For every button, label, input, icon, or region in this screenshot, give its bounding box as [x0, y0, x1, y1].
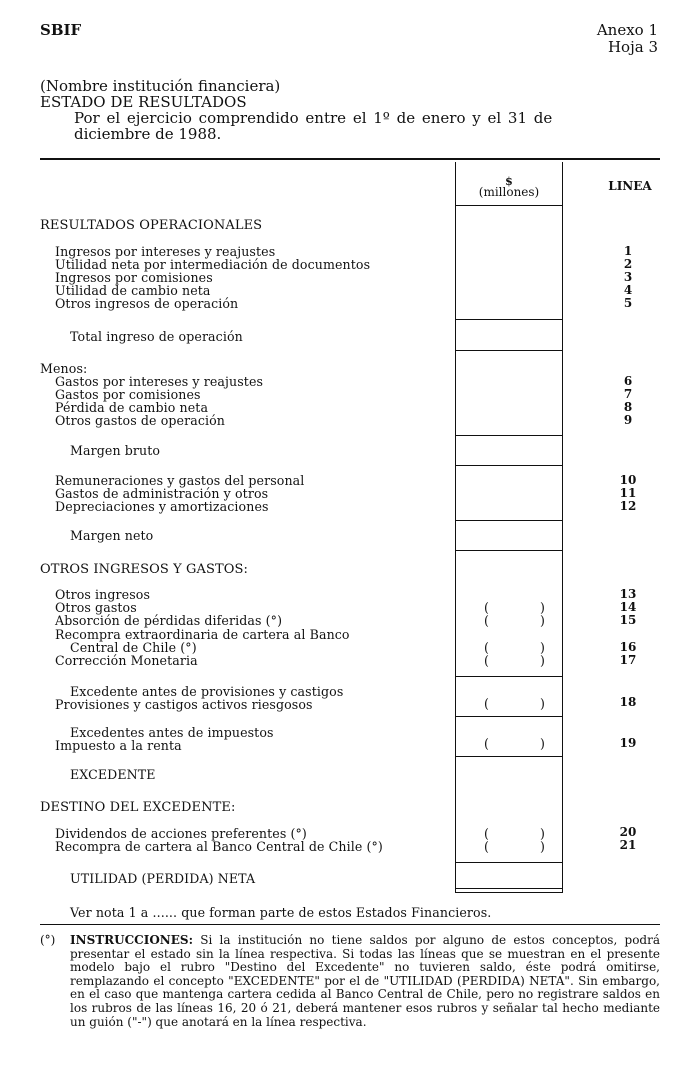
bottom-rule — [40, 924, 660, 925]
row-line-9: 9 — [623, 413, 633, 427]
paren-open-20: ( — [484, 826, 489, 841]
row-line-10: 10 — [619, 473, 637, 487]
section-otros: OTROS INGRESOS Y GASTOS: — [40, 562, 248, 577]
row-label-21: Recompra de cartera al Banco Central de Chile (°) — [55, 839, 383, 854]
rule-prov-top — [455, 676, 563, 677]
rule-bruto-bottom — [455, 465, 563, 466]
row-label-9: Otros gastos de operación — [55, 413, 226, 428]
row-line-18: 18 — [619, 695, 637, 709]
row-line-12: 12 — [619, 499, 637, 513]
paren-close-18: ) — [540, 696, 545, 711]
row-label-2: Utilidad neta por intermediación de documentos — [55, 257, 371, 272]
rule-exc-top — [455, 756, 563, 757]
line-column-header: LINEA — [608, 179, 652, 193]
row-line-15: 15 — [619, 613, 637, 627]
org-name: SBIF — [40, 21, 82, 39]
paren-open-17: ( — [484, 653, 489, 668]
section-destino: DESTINO DEL EXCEDENTE: — [40, 800, 236, 815]
excedente-label: EXCEDENTE — [70, 767, 156, 782]
row-label-13: Otros ingresos — [55, 587, 151, 602]
rule-utilidad-bottom — [455, 888, 563, 889]
paren-close-21: ) — [540, 839, 545, 854]
row-label-20: Dividendos de acciones preferentes (°) — [55, 826, 307, 841]
currency-symbol: $ — [505, 175, 513, 188]
row-label-5: Otros ingresos de operación — [55, 296, 239, 311]
row-label-7: Gastos por comisiones — [55, 387, 201, 402]
row-label-19: Impuesto a la renta — [55, 738, 182, 753]
period-line-1: Por el ejercicio comprendido entre el 1º de enero y el 31 de — [74, 109, 553, 127]
paren-open-16: ( — [484, 640, 489, 655]
row-line-13: 13 — [619, 587, 637, 601]
amount-col-right-rule — [562, 162, 563, 892]
header-underline — [455, 205, 563, 206]
utilidad-label: UTILIDAD (PERDIDA) NETA — [70, 871, 256, 886]
row-line-17: 17 — [619, 653, 637, 667]
paren-close-14: ) — [540, 600, 545, 615]
row-line-20: 20 — [619, 825, 637, 839]
paren-close-15: ) — [540, 613, 545, 628]
row-line-14: 14 — [619, 600, 637, 614]
row-label-6: Gastos por intereses y reajustes — [55, 374, 264, 389]
paren-close-20: ) — [540, 826, 545, 841]
row-label-11: Gastos de administración y otros — [55, 486, 269, 501]
row-label-16a: Recompra extraordinaria de cartera al Banco — [55, 627, 350, 642]
footnote-reference: Ver nota 1 a ...... que forman parte de estos Estados Financieros. — [70, 905, 492, 920]
row-line-4: 4 — [623, 283, 633, 297]
rule-utilidad-top — [455, 862, 563, 863]
row-line-19: 19 — [619, 736, 637, 750]
rule-imp-top — [455, 716, 563, 717]
annex-label: Anexo 1 — [596, 21, 658, 39]
row-line-7: 7 — [623, 387, 633, 401]
row-label-10: Remuneraciones y gastos del personal — [55, 473, 305, 488]
total-ingreso-label: Total ingreso de operación — [70, 329, 243, 344]
exc-antes-prov-label: Excedente antes de provisiones y castigos — [70, 684, 344, 699]
margen-bruto-label: Margen bruto — [70, 443, 161, 458]
amount-col-left-rule — [455, 162, 456, 892]
row-label-16: Central de Chile (°) — [70, 640, 197, 655]
menos-label: Menos: — [40, 361, 88, 376]
paren-close-17: ) — [540, 653, 545, 668]
statement-title: ESTADO DE RESULTADOS — [40, 93, 247, 111]
note-body: Si la institución no tiene saldos por alguno de estos conceptos, podrá presentar el estado sin la línea respectiva. Si todas las líneas que se muestran en el presente modelo bajo el rubro "Destino del Excedente" no tuvieren saldo, éste podrá omitirse, remplazando el concepto "EXCEDENTE" por el de "UTILIDAD (PERDIDA) NETA". Sin embargo, en el caso que mantenga cartera cedida al Banco Central de Chile, pero no registrare saldos en los rubros de las líneas 16, 20 ó 21, deberá mantener esos rubros y señalar tal hecho mediante un guión ("-") que anotará en la línea respectiva. — [70, 933, 660, 1029]
row-label-1: Ingresos por intereses y reajustes — [55, 244, 276, 259]
paren-open-19: ( — [484, 736, 489, 751]
sheet-label: Hoja 3 — [607, 38, 658, 56]
paren-open-21: ( — [484, 839, 489, 854]
row-line-2: 2 — [623, 257, 633, 271]
rule-neto-bottom — [455, 550, 563, 551]
top-rule — [40, 158, 660, 160]
margen-neto-label: Margen neto — [70, 528, 154, 543]
row-label-4: Utilidad de cambio neta — [55, 283, 211, 298]
row-label-17: Corrección Monetaria — [55, 653, 198, 668]
row-label-8: Pérdida de cambio neta — [55, 400, 209, 415]
period-line-2: diciembre de 1988. — [74, 125, 222, 143]
paren-open-15: ( — [484, 613, 489, 628]
row-line-3: 3 — [623, 270, 633, 284]
rule-bruto-top — [455, 435, 563, 436]
row-line-21: 21 — [619, 838, 637, 852]
row-line-11: 11 — [619, 486, 637, 500]
paren-open-14: ( — [484, 600, 489, 615]
paren-close-16: ) — [540, 640, 545, 655]
row-label-3: Ingresos por comisiones — [55, 270, 213, 285]
rule-total-bottom — [455, 350, 563, 351]
row-line-16: 16 — [619, 640, 637, 654]
note-heading: INSTRUCCIONES: — [70, 933, 193, 947]
row-label-15: Absorción de pérdidas diferidas (°) — [55, 613, 283, 628]
instructions-note — [40, 934, 660, 1029]
row-line-8: 8 — [623, 400, 633, 414]
row-label-14: Otros gastos — [55, 600, 137, 615]
row-label-12: Depreciaciones y amortizaciones — [55, 499, 269, 514]
row-line-6: 6 — [623, 374, 633, 388]
institution-name: (Nombre institución financiera) — [40, 77, 281, 95]
row-line-1: 1 — [623, 244, 633, 258]
rule-utilidad-double — [455, 892, 563, 893]
section-operacionales: RESULTADOS OPERACIONALES — [40, 218, 263, 233]
currency-unit: (millones) — [478, 185, 540, 199]
paren-close-19: ) — [540, 736, 545, 751]
exc-antes-imp-label: Excedentes antes de impuestos — [70, 725, 274, 740]
note-marker: (°) — [40, 933, 56, 947]
paren-open-18: ( — [484, 696, 489, 711]
rule-neto-top — [455, 520, 563, 521]
row-line-5: 5 — [623, 296, 633, 310]
row-label-18: Provisiones y castigos activos riesgosos — [55, 697, 313, 712]
rule-total-top — [455, 319, 563, 320]
